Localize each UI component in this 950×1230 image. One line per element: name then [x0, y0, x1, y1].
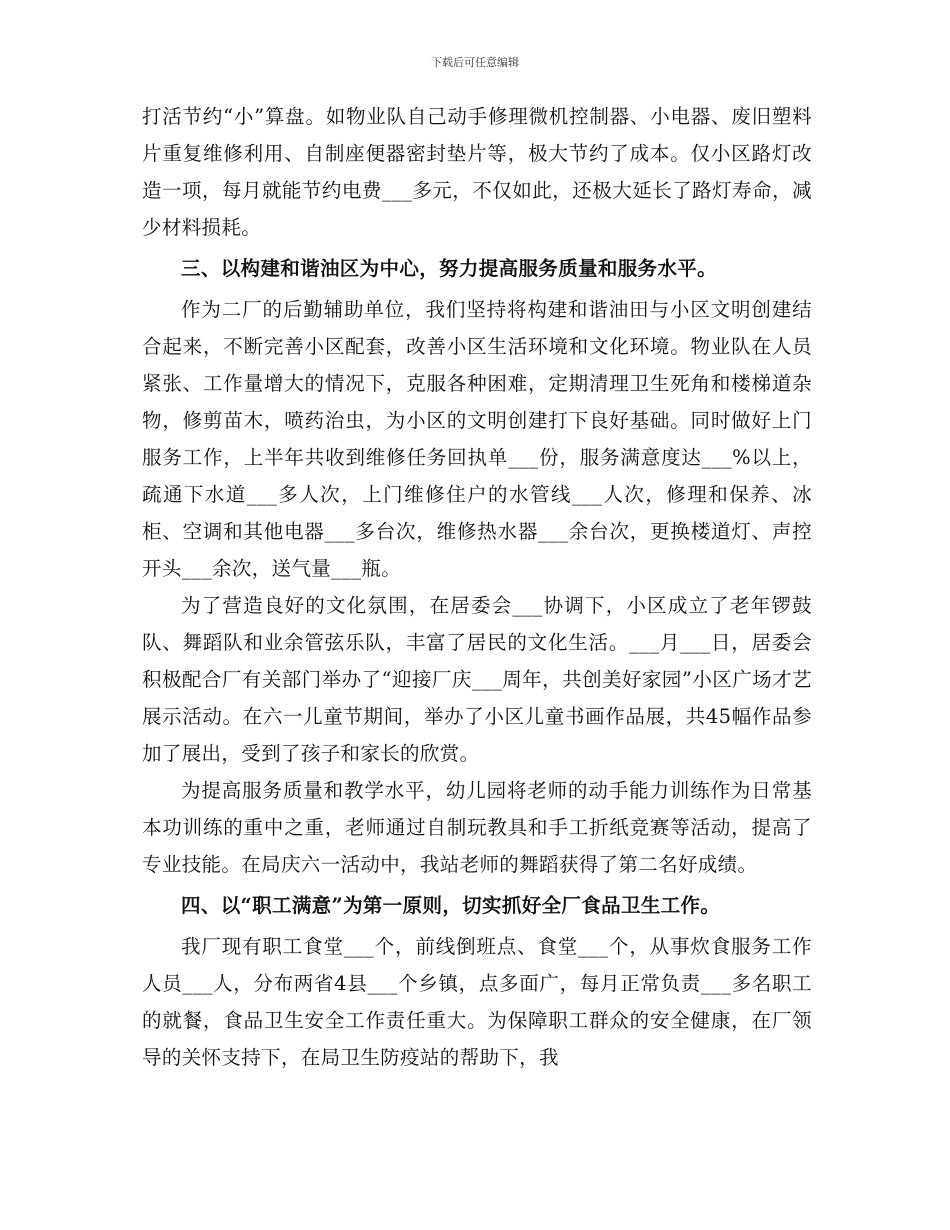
paragraph-5: 我厂现有职工食堂___个，前线倒班点、食堂___个，从事炊食服务工作人员___人，分布两省4县___个乡镇，点多面广，每月正常负责___多名职工的就餐，食品卫生安全工作责任重大。为保障职工群众的安全健康，在厂领导的关怀支持下，在局卫生防疫站的帮助下，我 [142, 935, 812, 1069]
paragraph-1: 打活节约“小”算盘。如物业队自己动手修理微机控制器、小电器、废旧塑料片重复维修利用、自制座便器密封垫片等，极大节约了成本。仅小区路灯改造一项，每月就能节约电费___多元，不仅如此，还极大延长了路灯寿命，减少材料损耗。 [142, 105, 812, 239]
section-heading-4: 四、以“职工满意”为第一原则，切实抓好全厂食品卫生工作。 [181, 894, 721, 917]
paragraph-2: 作为二厂的后勤辅助单位，我们坚持将构建和谐油田与小区文明创建结合起来，不断完善小区配套，改善小区生活环境和文化环境。物业队在人员紧张、工作量增大的情况下，克服各种困难，定期清理卫生死角和楼梯道杂物，修剪苗木，喷药治虫，为小区的文明创建打下良好基础。同时做好上门服务工作，上半年共收到维修任务回执单___份，服务满意度达___%以上，疏通下水道___多人次，上门维修住户的水管线___人次，修理和保养、冰柜、空调和其他电器___多台次，维修热水器___余台次，更换楼道灯、声控开头___余次，送气量___瓶。 [142, 298, 812, 580]
paragraph-4: 为提高服务质量和教学水平，幼儿园将老师的动手能力训练作为日常基本功训练的重中之重，老师通过自制玩教具和手工折纸竞赛等活动，提高了专业技能。在局庆六一活动中，我站老师的舞蹈获得了第二名好成绩。 [142, 779, 812, 876]
page-header: 下载后可任意编辑 [431, 56, 519, 69]
document-body [142, 98, 812, 1076]
section-heading-3: 三、以构建和谐油区为中心，努力提高服务质量和服务水平。 [181, 257, 717, 280]
paragraph-3: 为了营造良好的文化氛围，在居委会___协调下，小区成立了老年锣鼓队、舞蹈队和业余管弦乐队，丰富了居民的文化生活。___月___日，居委会积极配合厂有关部门举办了“迎接厂庆___周年，共创美好家园”小区广场才艺展示活动。在六一儿童节期间，举办了小区儿童书画作品展，共45幅作品参加了展出，受到了孩子和家长的欣赏。 [142, 594, 812, 765]
